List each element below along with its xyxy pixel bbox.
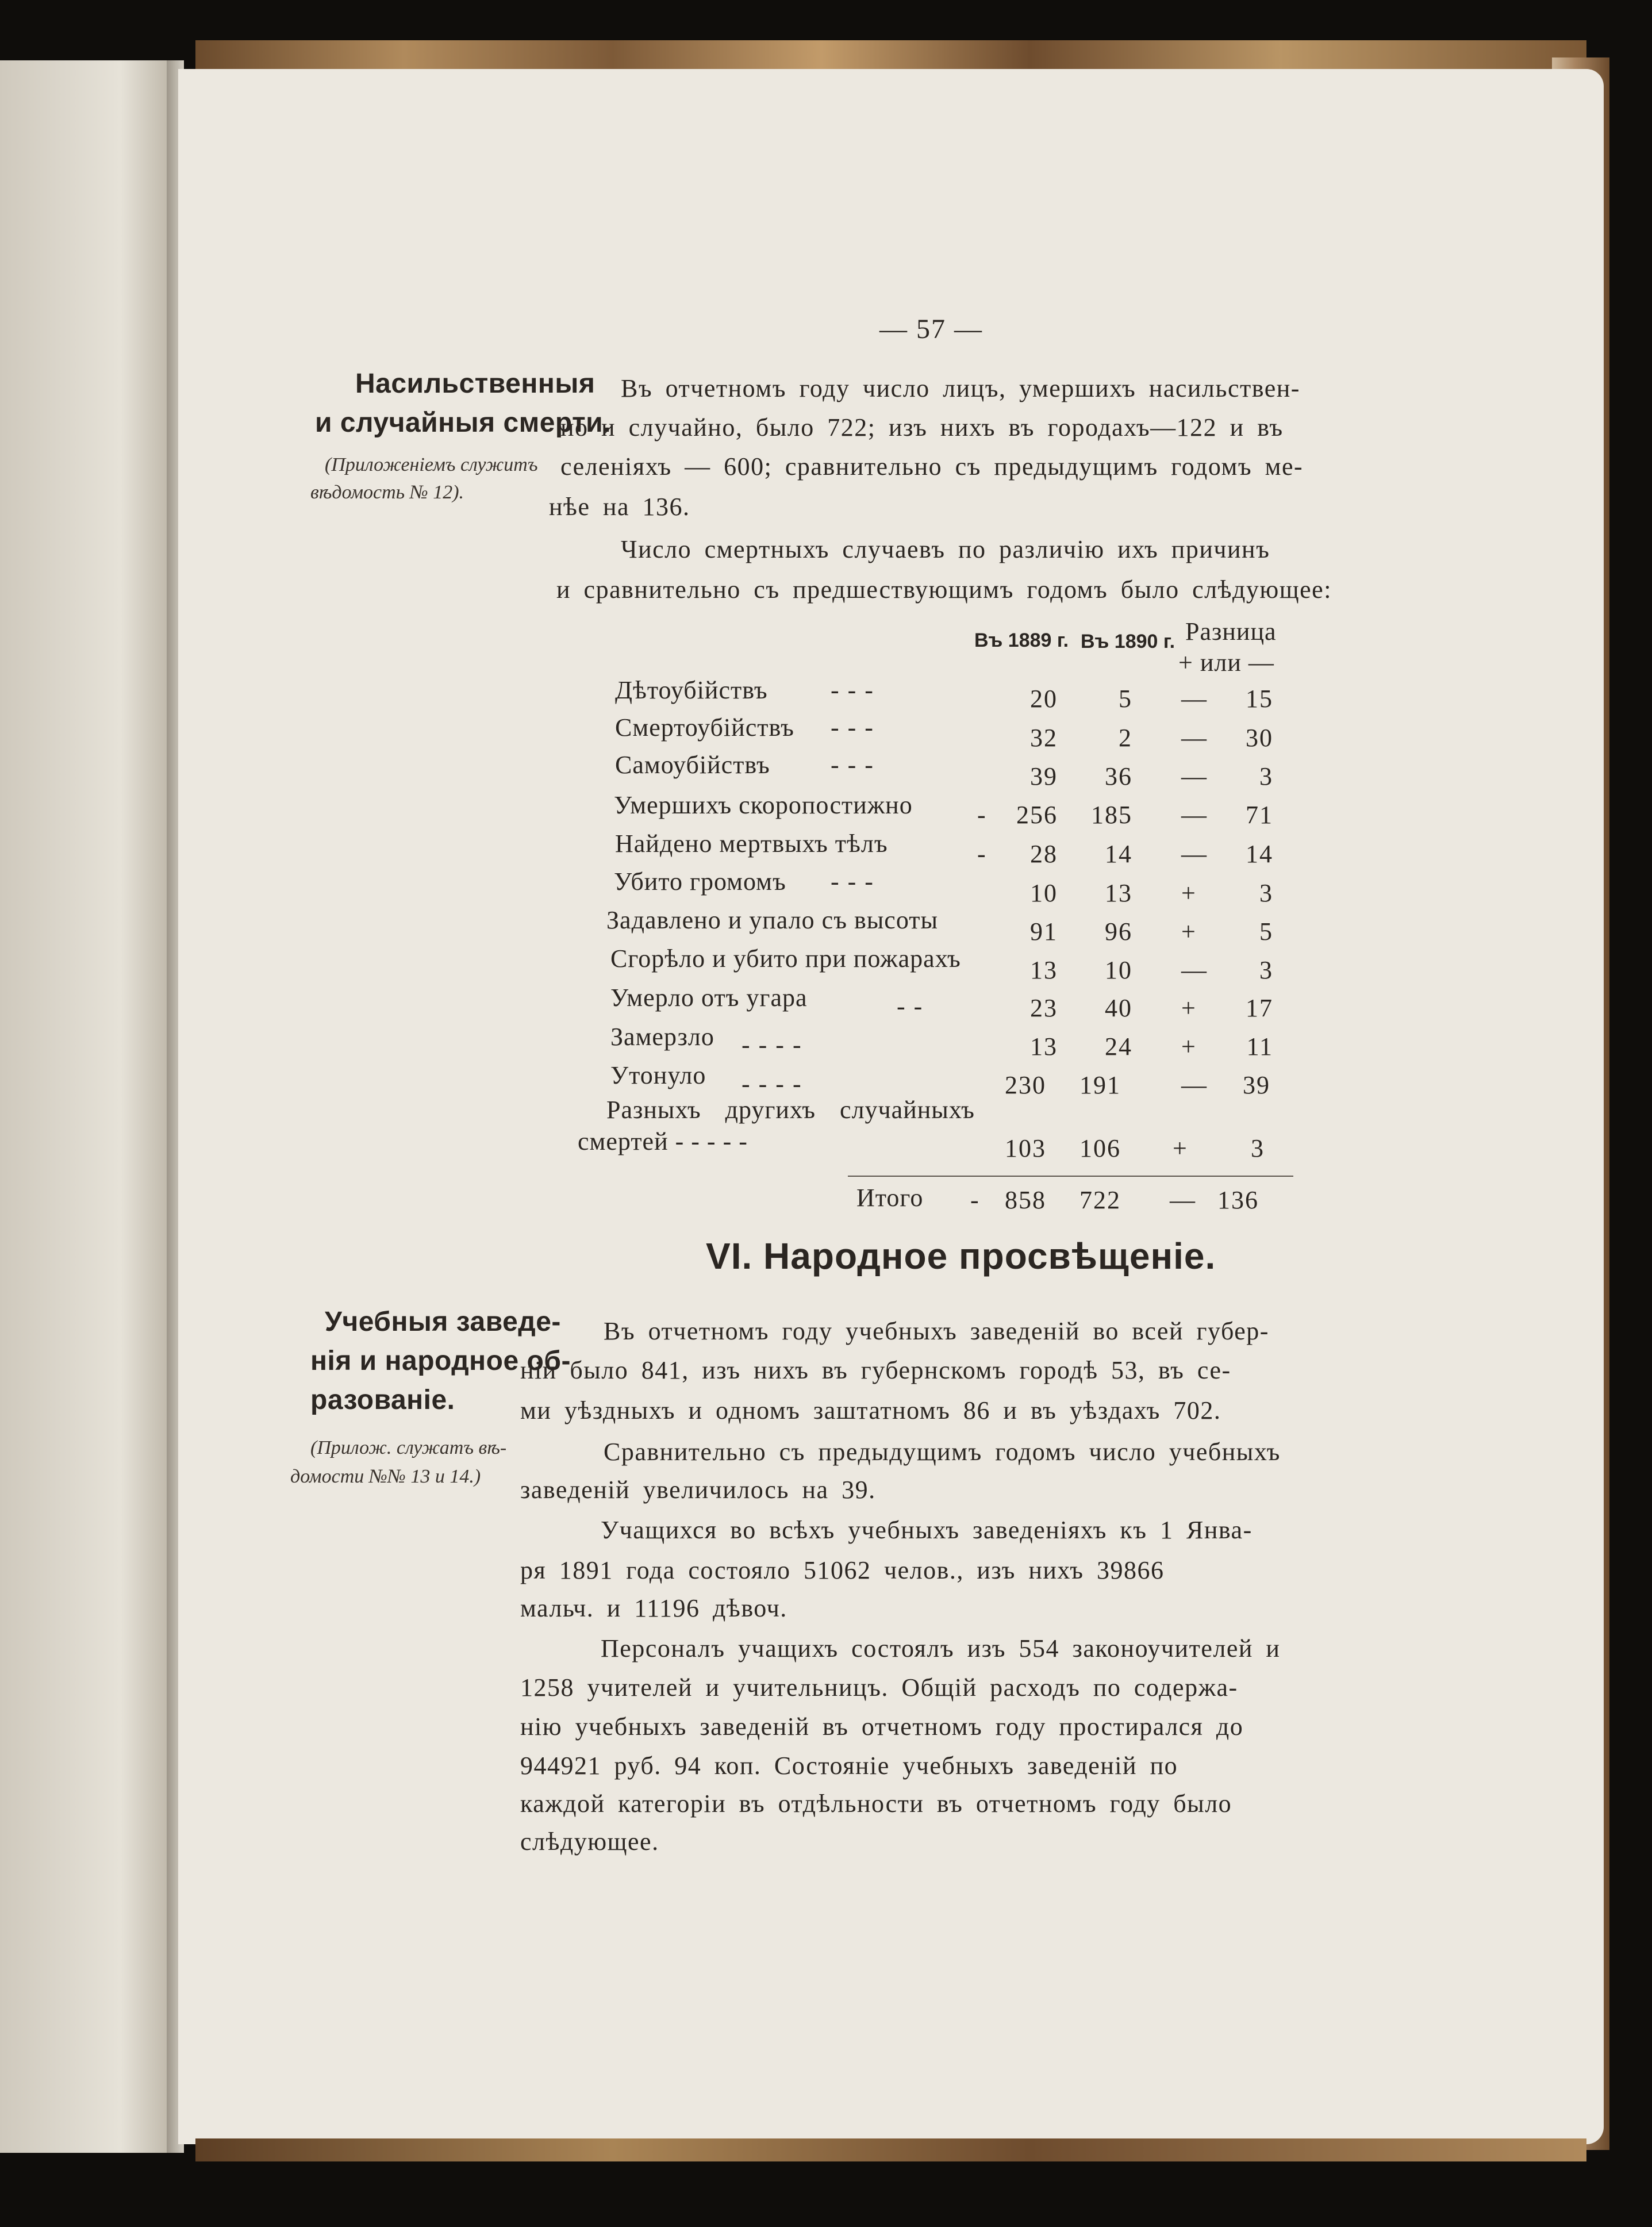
table-cell-1890: 10: [1105, 956, 1132, 984]
paragraph-line: 1258 учителей и учительницъ. Общій расходъ по содержа-: [520, 1673, 1238, 1702]
sidebar-note-appendix-12-l2: вѣдомость № 12).: [310, 482, 464, 503]
table-cell-1889: 13: [1030, 1032, 1058, 1061]
paragraph-line: ря 1891 года состояло 51062 челов., изъ нихъ 39866: [520, 1556, 1165, 1584]
table-cell-diff: 3: [1251, 1134, 1265, 1162]
table-total-1890: 722: [1079, 1186, 1121, 1214]
table-cell-diff: 17: [1246, 994, 1273, 1022]
table-cell-1889: 39: [1030, 762, 1058, 790]
table-cell-sign: —: [1181, 956, 1207, 984]
table-cell-1890: 5: [1119, 685, 1132, 713]
table-cell-diff: 11: [1246, 1032, 1273, 1061]
table-cell-1889: 23: [1030, 994, 1058, 1022]
table-cell-1890: 13: [1105, 879, 1132, 907]
table-cell-sign: +: [1173, 1134, 1188, 1162]
sidebar-heading-education-l2: нія и народное об-: [310, 1346, 571, 1376]
table-cell-1889: 103: [1005, 1134, 1046, 1162]
table-cell-1889: 256: [1016, 801, 1058, 829]
table-cell-sign: +: [1181, 1032, 1196, 1061]
paragraph-line: и сравнительно съ предшествующимъ годомъ было слѣдующее:: [556, 575, 1332, 604]
table-row-label: Умершихъ скоропостижно: [614, 791, 913, 819]
table-row-label-cont: смертей - - - - -: [578, 1127, 748, 1155]
paragraph-line: каждой категоріи въ отдѣльности въ отчетномъ году было: [520, 1790, 1232, 1818]
table-row-label: Замерзло: [610, 1023, 714, 1051]
paragraph-line: ми уѣздныхъ и одномъ заштатномъ 86 и въ уѣздахъ 702.: [520, 1396, 1221, 1424]
table-row-leader: - - -: [831, 751, 874, 779]
paragraph-line: Сравнительно съ предыдущимъ годомъ число учебныхъ: [604, 1438, 1281, 1466]
table-cell-diff: 71: [1246, 801, 1273, 829]
paragraph-line: нѣе на 136.: [549, 493, 690, 521]
table-cell-sign: +: [1181, 879, 1196, 907]
paragraph-line: Въ отчетномъ году учебныхъ заведеній во всей губер-: [604, 1317, 1269, 1345]
table-cell-diff: 5: [1259, 917, 1273, 946]
table-row-label: Убито громомъ: [614, 867, 786, 896]
table-row-leader: - - - -: [742, 1031, 802, 1059]
facing-page-edge: [0, 60, 172, 2153]
table-row-label: Разныхъ другихъ случайныхъ: [606, 1096, 975, 1124]
table-cell-1890: 96: [1105, 917, 1132, 946]
sidebar-heading-education-l1: Учебныя заведе-: [325, 1307, 561, 1337]
table-cell-sign: —: [1181, 1071, 1207, 1099]
table-total-leader: -: [970, 1186, 979, 1214]
table-row-leader: -: [977, 840, 987, 868]
table-row-label: Смертоубійствъ: [615, 713, 794, 742]
table-cell-sign: +: [1181, 994, 1196, 1022]
table-cell-1889: 91: [1030, 917, 1058, 946]
table-cell-sign: —: [1181, 724, 1207, 752]
paragraph-line: Число смертныхъ случаевъ по различію ихъ причинъ: [621, 535, 1270, 563]
table-cell-1890: 36: [1105, 762, 1132, 790]
table-header-1890: Въ 1890 г.: [1081, 631, 1175, 652]
table-total-rule: [848, 1176, 1293, 1177]
table-cell-1890: 24: [1105, 1032, 1132, 1061]
paragraph-line: но и случайно, было 722; изъ нихъ въ городахъ—122 и въ: [560, 413, 1284, 441]
table-cell-sign: +: [1181, 917, 1196, 946]
paragraph-line: нію учебныхъ заведеній въ отчетномъ году простирался до: [520, 1713, 1244, 1741]
paragraph-line: мальч. и 11196 дѣвоч.: [520, 1594, 787, 1622]
sidebar-heading-violent-deaths-l1: Насильственныя: [355, 368, 596, 399]
table-cell-diff: 14: [1246, 840, 1273, 868]
sidebar-heading-violent-deaths-l2: и случайныя смерти.: [315, 408, 611, 438]
paragraph-line: селеніяхъ — 600; сравнительно съ предыдущимъ годомъ ме-: [560, 452, 1304, 481]
table-cell-sign: —: [1181, 801, 1207, 829]
table-row-label: Дѣтоубійствъ: [615, 676, 768, 704]
table-cell-sign: —: [1181, 685, 1207, 713]
table-cell-sign: —: [1181, 762, 1207, 790]
table-cell-1889: 32: [1030, 724, 1058, 752]
table-cell-1889: 28: [1030, 840, 1058, 868]
table-header-plus-or-minus: + или —: [1178, 648, 1274, 677]
paragraph-line: Персоналъ учащихъ состоялъ изъ 554 законоучителей и: [601, 1634, 1281, 1662]
table-row-leader: - -: [897, 992, 924, 1020]
table-cell-1889: 20: [1030, 685, 1058, 713]
table-total-diff: 136: [1217, 1186, 1259, 1214]
table-row-label: Найдено мертвыхъ тѣлъ: [615, 830, 888, 858]
table-cell-diff: 39: [1243, 1071, 1270, 1099]
table-cell-1889: 230: [1005, 1071, 1046, 1099]
table-header-1889: Въ 1889 г.: [974, 629, 1069, 651]
table-row-label: Задавлено и упало съ высоты: [606, 906, 939, 934]
sidebar-heading-education-l3: разованіе.: [310, 1385, 455, 1415]
table-row-leader: - - -: [831, 867, 874, 896]
table-row-leader: -: [977, 801, 987, 829]
table-cell-diff: 3: [1259, 762, 1273, 790]
sidebar-note-appendix-13-14-l2: домости №№ 13 и 14.): [290, 1466, 481, 1487]
table-cell-1890: 2: [1119, 724, 1132, 752]
table-cell-diff: 3: [1259, 956, 1273, 984]
sidebar-note-appendix-12-l1: (Приложеніемъ служитъ: [325, 454, 538, 475]
table-row-leader: - - - -: [742, 1070, 802, 1098]
table-cell-1889: 13: [1030, 956, 1058, 984]
paragraph-line: ніи было 841, изъ нихъ въ губернскомъ городѣ 53, въ се-: [520, 1356, 1231, 1384]
page-number: — 57 —: [879, 314, 983, 344]
table-row-leader: - - -: [831, 713, 874, 742]
table-row-leader: - - -: [831, 676, 874, 704]
table-row-label: Самоубійствъ: [615, 751, 770, 779]
book-cover-bottom-edge: [195, 2138, 1586, 2161]
paragraph-line: Въ отчетномъ году число лицъ, умершихъ насильствен-: [621, 374, 1300, 402]
table-cell-1890: 185: [1091, 801, 1132, 829]
paragraph-line: Учащихся во всѣхъ учебныхъ заведеніяхъ къ 1 Янва-: [601, 1516, 1253, 1544]
table-cell-1890: 106: [1079, 1134, 1121, 1162]
paragraph-line: 944921 руб. 94 коп. Состояніе учебныхъ заведеній по: [520, 1752, 1178, 1780]
table-row-label: Сгорѣло и убито при пожарахъ: [610, 944, 961, 973]
table-total-label: Итого: [856, 1184, 924, 1212]
table-cell-diff: 15: [1246, 685, 1273, 713]
table-cell-1889: 10: [1030, 879, 1058, 907]
table-cell-1890: 40: [1105, 994, 1132, 1022]
table-cell-diff: 3: [1259, 879, 1273, 907]
table-cell-1890: 191: [1079, 1071, 1121, 1099]
section-title: VI. Народное просвѣщеніе.: [706, 1235, 1216, 1277]
table-row-label: Умерло отъ угара: [610, 984, 808, 1012]
paragraph-line: заведеній увеличилось на 39.: [520, 1476, 876, 1504]
table-cell-1890: 14: [1105, 840, 1132, 868]
table-total-sign: —: [1170, 1186, 1196, 1214]
table-row-label: Утонуло: [610, 1061, 706, 1089]
table-cell-diff: 30: [1246, 724, 1273, 752]
table-cell-sign: —: [1181, 840, 1207, 868]
sidebar-note-appendix-13-14-l1: (Прилож. служатъ вѣ-: [310, 1437, 507, 1458]
paragraph-line: слѣдующее.: [520, 1827, 659, 1856]
table-total-1889: 858: [1005, 1186, 1046, 1214]
table-header-difference: Разница: [1185, 617, 1277, 646]
